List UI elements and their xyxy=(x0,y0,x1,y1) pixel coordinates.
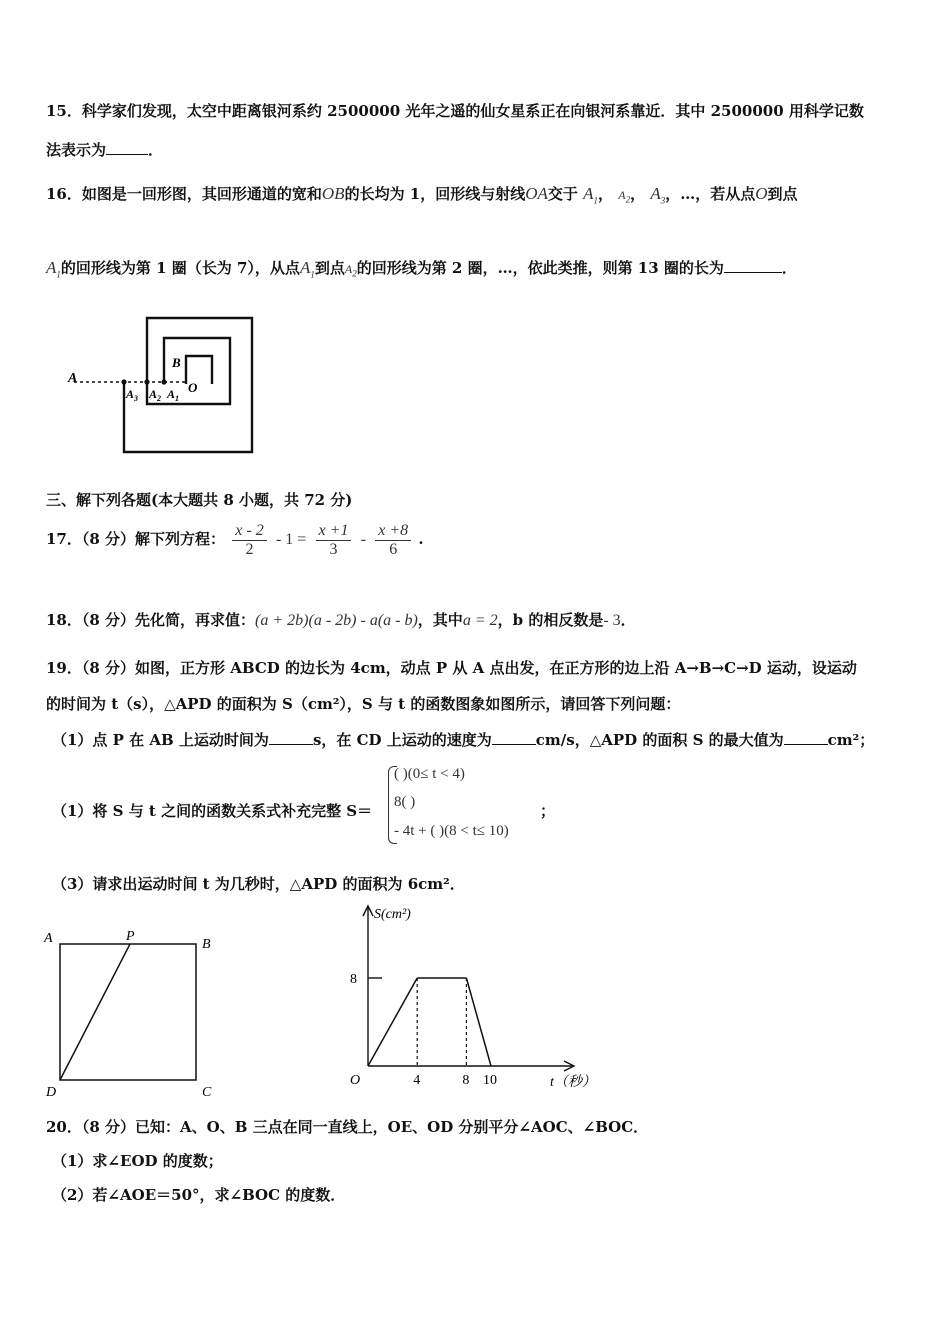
point-a3-dot xyxy=(121,379,126,384)
q16-spiral-figure xyxy=(60,312,260,460)
q19-part1 xyxy=(52,730,874,750)
q19-p1-c: cm/s，△APD 的面积 S 的最大值为 xyxy=(535,731,784,749)
q15-answer-blank[interactable] xyxy=(106,140,148,155)
q16-o: O xyxy=(755,184,768,203)
graph-y-tick-8: 8 xyxy=(350,972,357,987)
label-b: B xyxy=(172,355,181,370)
q16-a1: $A_1$ xyxy=(583,184,599,206)
q18-mid: ，其中 xyxy=(417,611,463,629)
q16-a3: $A_3$ xyxy=(650,184,666,206)
q19-p1-d: cm²； xyxy=(827,731,875,749)
label-a3: $A_3$ xyxy=(126,387,139,403)
section3-title: 三、解下列各题(本大题共 8 小题，共 72 分) xyxy=(46,491,353,509)
q18-tail: ，b 的相反数是 xyxy=(497,611,604,629)
q17-op-1: - 1 = xyxy=(275,531,307,548)
q16-l2-a2: $A_2$ xyxy=(344,262,357,279)
q15-line1: 15．科学家们发现，太空中距离银河系约 2500000 光年之遥的仙女星系正在向银河系靠近．其中 2500000 用科学记数 xyxy=(46,102,864,120)
square-label-d: D xyxy=(46,1085,57,1100)
q18-expression: (a + 2b)(a - 2b) - a(a - b) xyxy=(255,612,418,629)
q16-text-2: 的长均为 1，回形线与射线 xyxy=(344,185,526,203)
q16-l2-text-3: 的回形线为第 2 圈，…，依此类推，则第 13 圈的长为 xyxy=(356,259,724,277)
q15-line2-prefix: 法表示为 xyxy=(46,141,107,159)
q18-prefix: 18．（8 分）先化简，再求值： xyxy=(46,611,256,629)
q16-oa: OA xyxy=(525,184,548,203)
point-a2-dot xyxy=(144,379,149,384)
q19-square-figure xyxy=(40,924,230,1104)
point-a1-dot xyxy=(161,379,166,384)
graph-x-tick-10: 10 xyxy=(483,1073,497,1088)
q20-line1: 20．（8 分）已知：A、O、B 三点在同一直线上，OE、OD 分别平分∠AOC、∠BOC． xyxy=(46,1118,649,1136)
label-a1: $A_1$ xyxy=(167,387,180,403)
graph-y-label: S(cm²) xyxy=(374,907,411,922)
q17-fraction-1: $\frac{x - 2}{2}$ xyxy=(232,522,266,559)
graph-segment-1 xyxy=(368,978,417,1066)
q18-value: - 3 xyxy=(603,612,621,629)
q16-line1: 16．如图是一回形图，其回形通道的宽和OB的长均为 1，回形线与射线OA交于 $A_1$， $A_2$， $A_3$，…，若从点O到点 xyxy=(46,184,798,206)
q19-blank-2[interactable] xyxy=(492,730,536,745)
square-label-b: B xyxy=(202,937,211,952)
q16-l2-a1b: $A_1$ xyxy=(299,258,315,280)
q16-line2 xyxy=(46,258,797,284)
label-a2: $A_2$ xyxy=(149,387,162,403)
q16-text-3: 交于 xyxy=(547,185,578,203)
q16-ob: OB xyxy=(321,184,345,203)
q17-fraction-3: $\frac{x +8}{6}$ xyxy=(375,522,411,559)
q17-fraction-2: $\frac{x +1}{3}$ xyxy=(316,522,352,559)
q20-line2: （1）求∠EOD 的度数； xyxy=(52,1152,223,1170)
q18-condition: a = 2 xyxy=(462,612,498,629)
q16-l2-text-1: 的回形线为第 1 圈（长为 7），从点 xyxy=(60,259,300,277)
piecewise-case-1: ( )(0≤ t < 4) xyxy=(394,766,465,782)
label-a: A xyxy=(68,371,78,386)
graph-origin-label: O xyxy=(350,1073,361,1088)
q19-part2-end: ； xyxy=(540,802,556,820)
q18-end: ． xyxy=(620,611,636,629)
q19-blank-3[interactable] xyxy=(784,730,828,745)
graph-segment-3 xyxy=(466,978,491,1066)
label-o: O xyxy=(188,380,198,395)
q15-line2-suffix: ． xyxy=(148,141,164,159)
q16-l2-a1: $A_1$ xyxy=(46,258,61,280)
square-label-a: A xyxy=(44,931,53,946)
q19-line1: 19．（8 分）如图，正方形 ABCD 的边长为 4cm，动点 P 从 A 点出发，在正方形的边上沿 A→B→C→D 运动，设运动 xyxy=(46,659,857,677)
q19-p1-a: （1）点 P 在 AB 上运动时间为 xyxy=(52,731,269,749)
square-label-c: C xyxy=(202,1085,212,1100)
graph-x-tick-8: 8 xyxy=(462,1073,470,1088)
q19-p1-b: s，在 CD 上运动的速度为 xyxy=(312,731,492,749)
q16-answer-blank[interactable] xyxy=(724,258,782,273)
q19-part3: （3）请求出运动时间 t 为几秒时，△APD 的面积为 6cm²． xyxy=(52,875,465,893)
square-abcd xyxy=(60,944,196,1080)
graph-x-label: t（秒） xyxy=(550,1075,596,1090)
piecewise-case-2: 8( ) xyxy=(394,794,416,810)
q16-text-5: 到点 xyxy=(767,185,798,203)
q19-part2: （1）将 S 与 t 之间的函数关系式补充完整 S＝ xyxy=(52,802,373,820)
q18-line xyxy=(46,610,636,631)
q17-prefix: 17．（8 分）解下列方程： xyxy=(46,530,226,548)
q15-line2 xyxy=(46,140,163,160)
q16-text-1: 16．如图是一回形图，其回形通道的宽和 xyxy=(46,185,322,203)
q17-op-2: - xyxy=(360,531,367,548)
segment-dp xyxy=(60,944,130,1080)
q16-text-4: ，…，若从点 xyxy=(665,185,756,203)
q19-function-graph xyxy=(320,898,610,1098)
q19-blank-1[interactable] xyxy=(269,730,313,745)
q19-line2: 的时间为 t（s），△APD 的面积为 S（cm²），S 与 t 的函数图象如图所示，请回答下列问题： xyxy=(46,695,681,713)
graph-x-tick-4: 4 xyxy=(413,1073,421,1088)
piecewise-case-3: - 4t + ( )(8 < t≤ 10) xyxy=(394,823,509,839)
q19-piecewise xyxy=(388,766,558,844)
q16-l2-text-2: 到点 xyxy=(314,259,345,277)
q16-a2: $A_2$ xyxy=(618,188,631,205)
square-label-p: P xyxy=(126,929,135,944)
q17-line xyxy=(46,514,424,565)
q17-end: . xyxy=(418,530,424,548)
q20-line3: （2）若∠AOE＝50°，求∠BOC 的度数． xyxy=(52,1186,346,1204)
q16-l2-end: ． xyxy=(781,259,797,277)
